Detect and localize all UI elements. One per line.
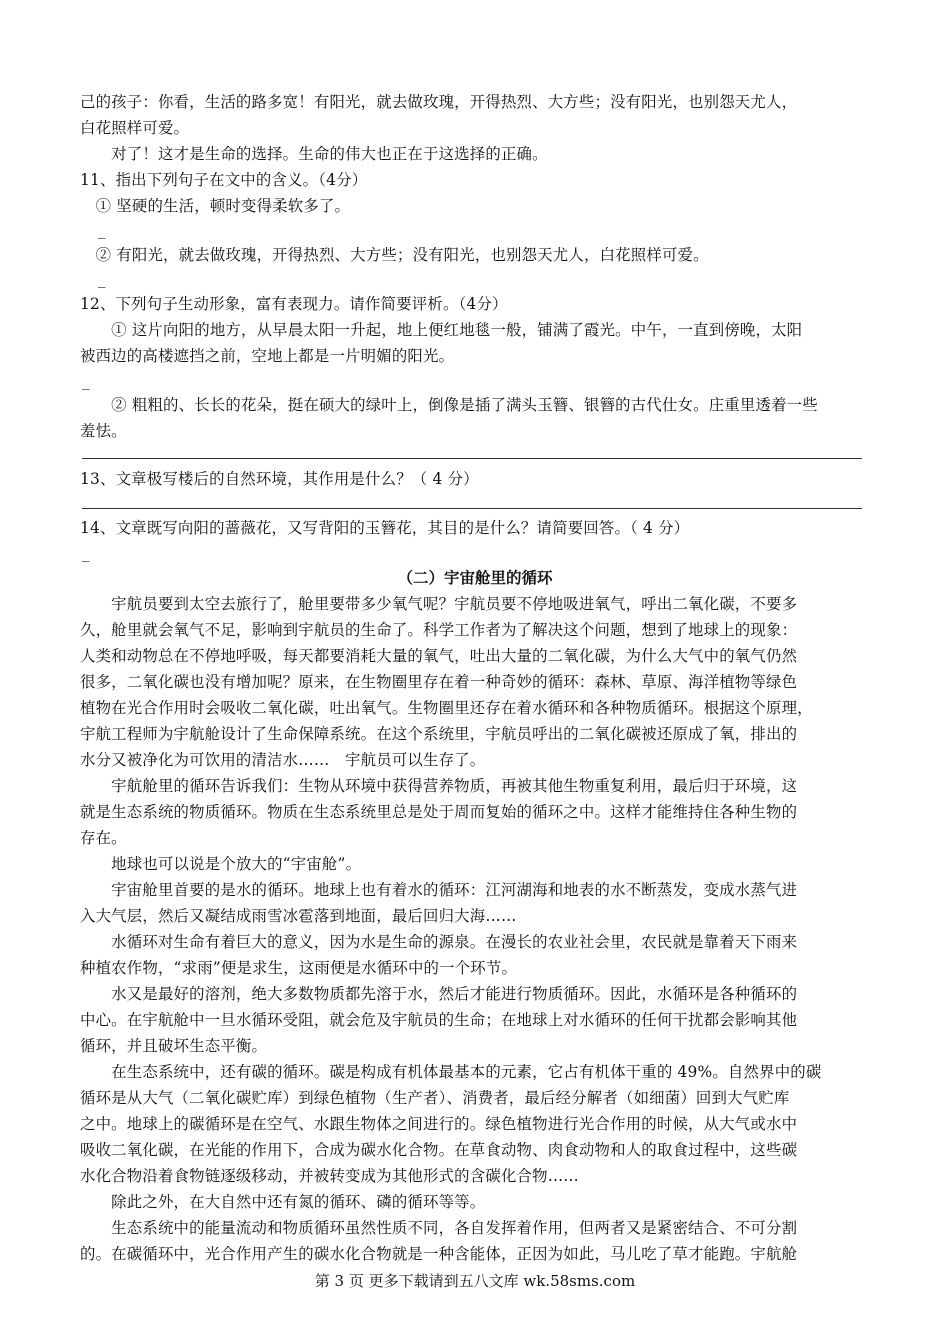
question-12-title: 12、下列句子生动形象，富有表现力。请作简要评析。（4分）	[80, 295, 508, 313]
text-line: 就是生态系统的物质循环。物质在生态系统里总是处于周而复始的循环之中。这样才能维持住各种生物的	[80, 803, 798, 821]
text-line: 久，舱里就会氧气不足，影响到宇航员的生命了。科学工作者为了解决这个问题，想到了地球上的现象：	[80, 621, 798, 639]
text-line: 的。在碳循环中，光合作用产生的碳水化合物就是一种含能体，正因为如此，马儿吃了草才能跑。宇航舱	[80, 1245, 798, 1263]
text-line: 之中。地球上的碳循环是在空气、水跟生物体之间进行的。绿色植物进行光合作用的时候，从大气或水中	[80, 1115, 798, 1133]
answer-blank[interactable]: _	[82, 372, 90, 390]
text-line: 吸收二氧化碳，在光能的作用下，合成为碳水化合物。在草食动物、肉食动物和人的取食过程中，这些碳	[80, 1141, 798, 1159]
text-line: 对了！这才是生命的选择。生命的伟大也正在于这选择的正确。	[80, 145, 548, 163]
text-line: 宇宙舱里首要的是水的循环。地球上也有着水的循环：江河湖海和地表的水不断蒸发，变成水蒸气进	[80, 881, 798, 899]
question-12-item-1: ① 这片向阳的地方，从早晨太阳一升起，地上便红地毯一般，铺满了霞光。中午，一直到傍晚，太阳	[80, 321, 803, 339]
text-line: 水循环对生命有着巨大的意义，因为水是生命的源泉。在漫长的农业社会里，农民就是靠着天下雨来	[80, 933, 798, 951]
text-line: 宇航员要到太空去旅行了，舱里要带多少氧气呢？宇航员要不停地吸进氧气，呼出二氧化碳，不要多	[80, 595, 798, 613]
text-line: 地球也可以说是个放大的“宇宙舱”。	[80, 855, 362, 873]
text-line: 水化合物沿着食物链逐级移动，并被转变成为其他形式的含碳化合物……	[80, 1167, 579, 1185]
text-line: 水分又被净化为可饮用的清洁水…… 宇航员可以生存了。	[80, 751, 486, 769]
text-line: 水又是最好的溶剂，绝大多数物质都先溶于水，然后才能进行物质循环。因此，水循环是各种循环的	[80, 985, 798, 1003]
section-title: （二）宇宙舱里的循环	[397, 569, 553, 587]
page-footer: 第 3 页 更多下载请到五八文库 wk.58sms.com	[314, 1272, 636, 1290]
text-line: 宇航工程师为宇航舱设计了生命保障系统。在这个系统里，宇航员呼出的二氧化碳被还原成了氧，排出的	[80, 725, 798, 743]
question-12-item-1-cont: 被西边的高楼遮挡之前，空地上都是一片明媚的阳光。	[80, 347, 455, 365]
question-12-item-2-cont: 羞怯。	[80, 422, 127, 440]
text-line: 在生态系统中，还有碳的循环。碳是构成有机体最基本的元素，它占有机体干重的 49%。自然界中的碳	[80, 1063, 822, 1081]
text-line: 中心。在宇航舱中一旦水循环受阻，就会危及宇航员的生命；在地球上对水循环的任何干扰都会影响其他	[80, 1011, 798, 1029]
question-13-title: 13、文章极写楼后的自然环境，其作用是什么？（ 4 分）	[80, 470, 479, 488]
text-line: 植物在光合作用时会吸收二氧化碳，吐出氧气。生物圈里还存在着水循环和各种物质循环。根据这个原理，	[80, 699, 813, 717]
text-line: 种植农作物，“求雨”便是求生，这雨便是水循环中的一个环节。	[80, 959, 518, 977]
text-line: 生态系统中的能量流动和物质循环虽然性质不同，各自发挥着作用，但两者又是紧密结合、不可分割	[80, 1219, 798, 1237]
text-line: 循环，并且破坏生态平衡。	[80, 1037, 268, 1055]
text-line: 人类和动物总在不停地呼吸，每天都要消耗大量的氧气，吐出大量的二氧化碳，为什么大气中的氧气仍然	[80, 647, 798, 665]
question-11-title: 11、指出下列句子在文中的含义。（4分）	[80, 171, 368, 189]
answer-blank[interactable]: _	[82, 544, 90, 562]
text-line: 白花照样可爱。	[80, 119, 190, 137]
text-line: 很多，二氧化碳也没有增加呢？原来，在生物圈里存在着一种奇妙的循环：森林、草原、海洋植物等绿色	[80, 673, 798, 691]
text-line: 存在。	[80, 829, 127, 847]
answer-blank[interactable]: _	[98, 270, 106, 288]
text-line: 除此之外，在大自然中还有氮的循环、磷的循环等等。	[80, 1193, 486, 1211]
question-11-item-2: ② 有阳光，就去做玫瑰，开得热烈、大方些；没有阳光，也别怨天尤人，白花照样可爱。	[80, 246, 709, 264]
text-line: 宇航舱里的循环告诉我们：生物从环境中获得营养物质，再被其他生物重复利用，最后归于环境，这	[80, 777, 798, 795]
text-line: 己的孩子：你看，生活的路多宽！有阳光，就去做玫瑰，开得热烈、大方些；没有阳光，也别怨天尤人，	[80, 93, 798, 111]
question-11-item-1: ① 坚硬的生活，顿时变得柔软多了。	[80, 197, 351, 215]
text-line: 入大气层，然后又凝结成雨雪冰雹落到地面，最后回归大海……	[80, 907, 517, 925]
answer-line[interactable]	[82, 508, 862, 509]
question-14-title: 14、文章既写向阳的蔷薇花，又写背阳的玉簪花，其目的是什么？请简要回答。（ 4 分）	[80, 519, 690, 537]
question-12-item-2: ② 粗粗的、长长的花朵，挺在硕大的绿叶上，倒像是插了满头玉簪、银簪的古代仕女。庄重里透着一些	[80, 396, 818, 414]
text-line: 循环是从大气（二氧化碳贮库）到绿色植物（生产者）、消费者，最后经分解者（如细菌）回到大气贮库	[80, 1089, 790, 1107]
answer-line[interactable]	[82, 458, 862, 459]
answer-blank[interactable]: _	[98, 221, 106, 239]
